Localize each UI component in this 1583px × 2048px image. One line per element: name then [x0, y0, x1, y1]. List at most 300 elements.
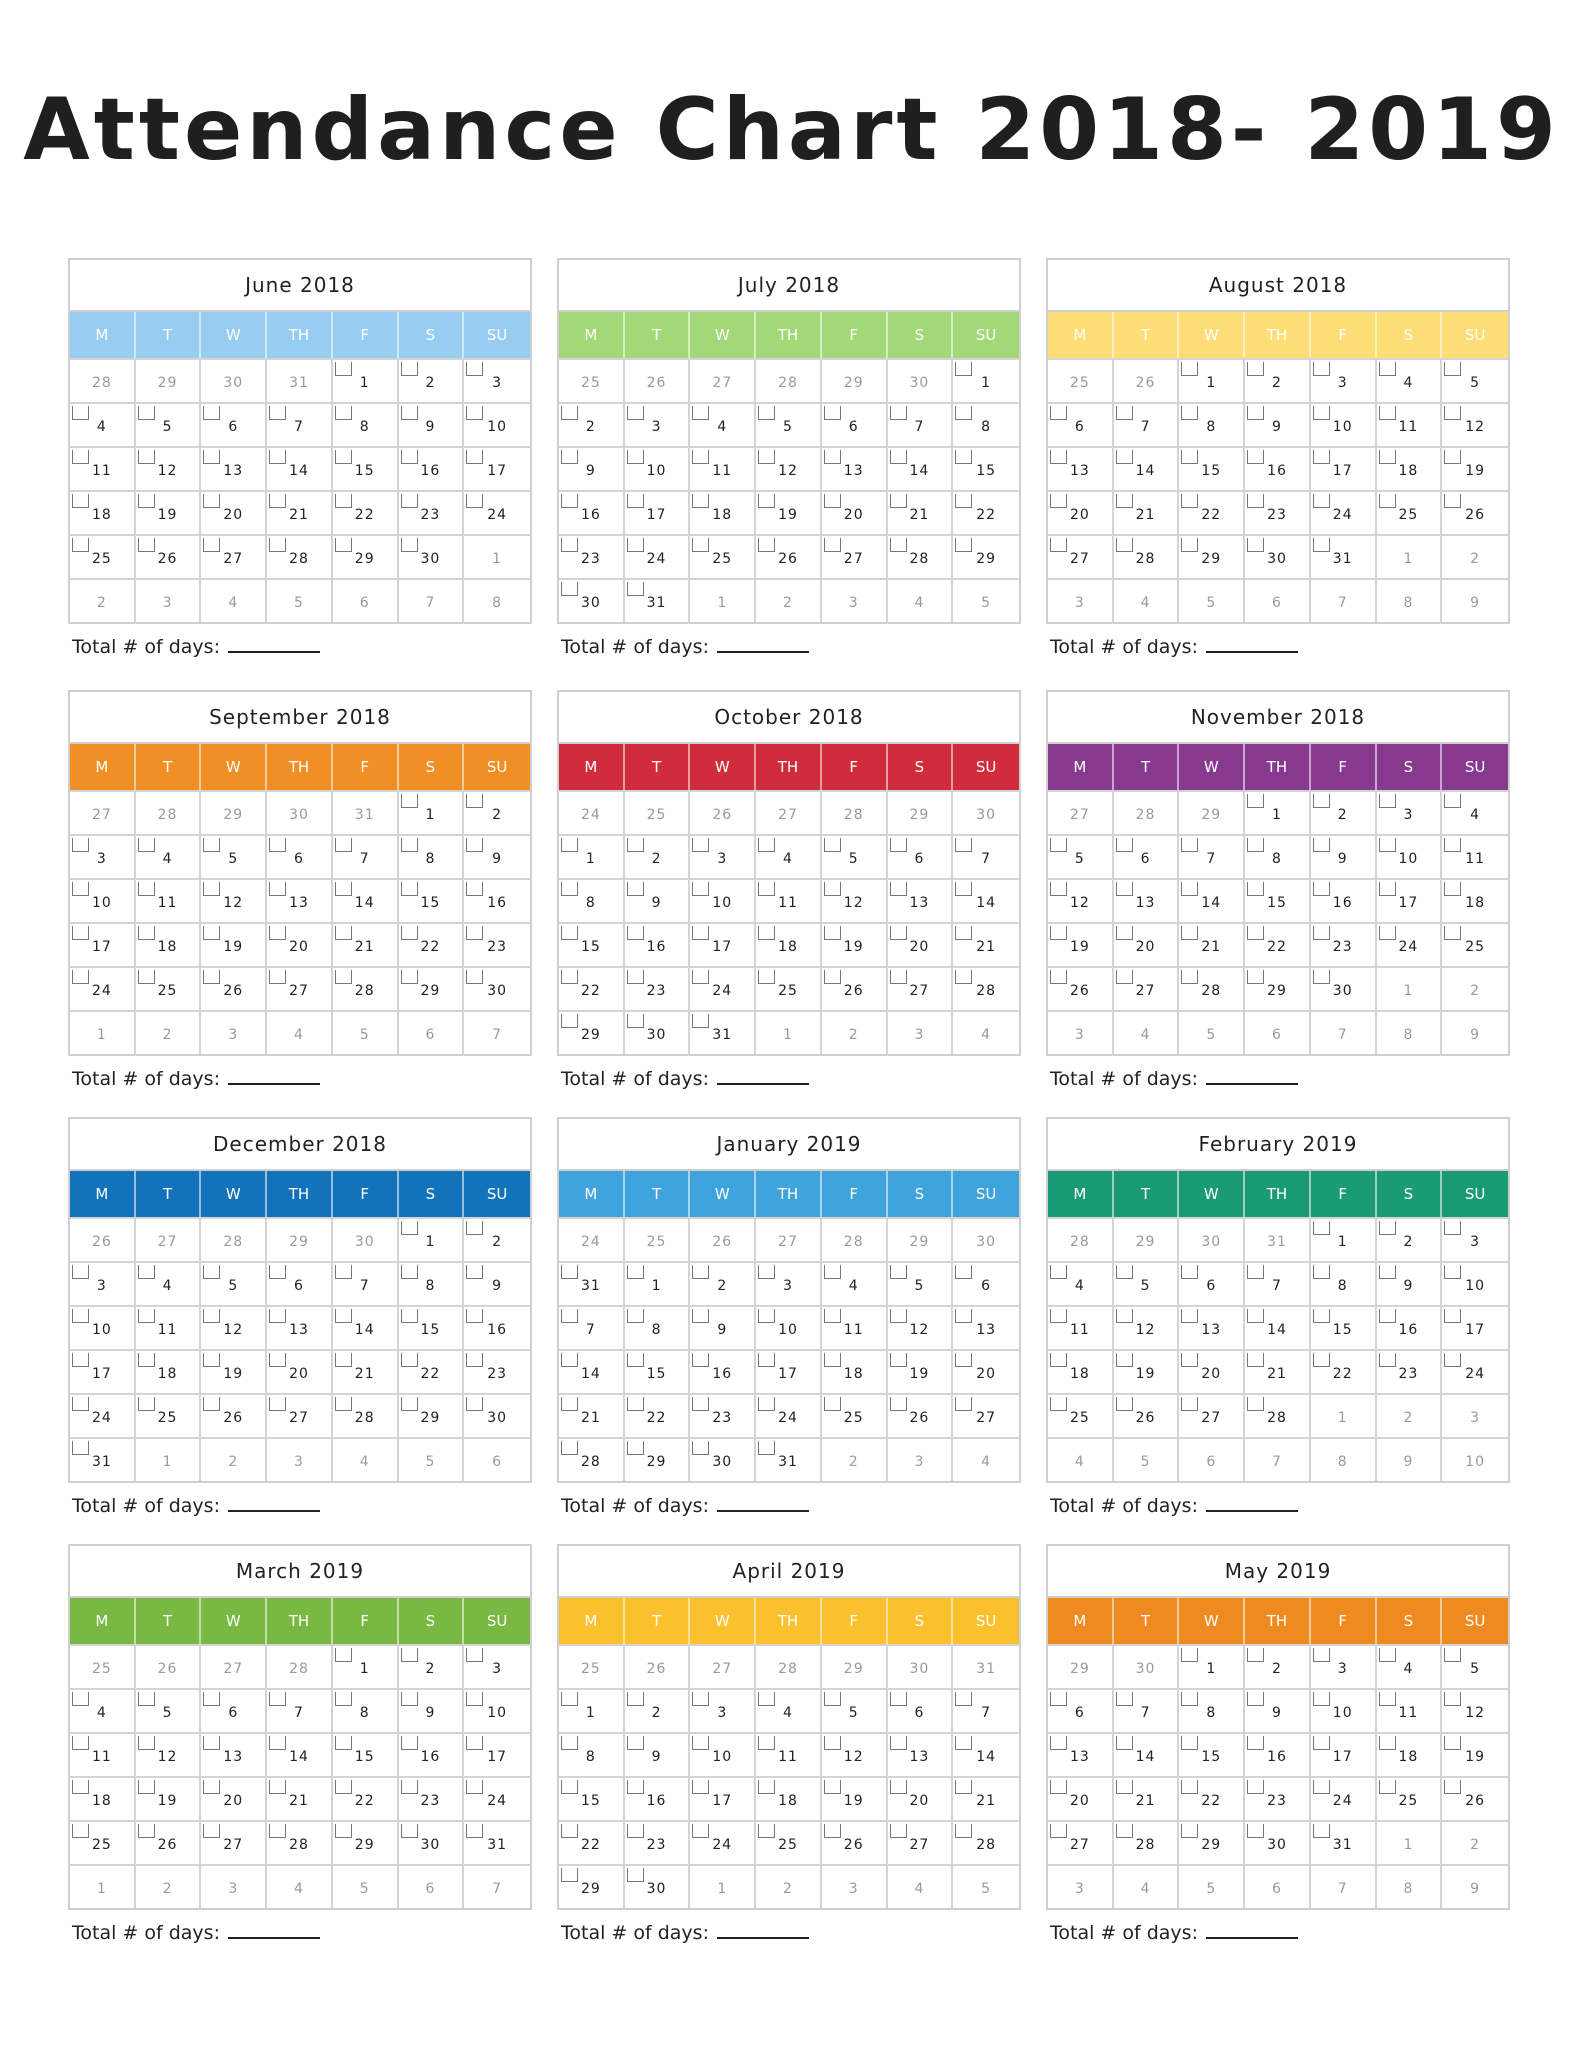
attendance-checkbox[interactable] — [955, 926, 972, 940]
attendance-checkbox[interactable] — [758, 1692, 775, 1706]
attendance-checkbox[interactable] — [269, 494, 286, 508]
day-cell[interactable] — [1311, 446, 1377, 490]
day-cell[interactable] — [333, 1261, 399, 1305]
day-cell[interactable] — [559, 966, 625, 1010]
day-cell[interactable] — [1245, 966, 1311, 1010]
day-cell[interactable] — [1245, 1305, 1311, 1349]
day-cell[interactable] — [70, 1732, 136, 1776]
day-cell[interactable] — [267, 1776, 333, 1820]
attendance-checkbox[interactable] — [692, 1397, 709, 1411]
day-cell[interactable] — [1048, 878, 1114, 922]
attendance-checkbox[interactable] — [1247, 838, 1264, 852]
day-cell[interactable] — [559, 1437, 625, 1481]
attendance-checkbox[interactable] — [401, 794, 418, 808]
day-cell[interactable] — [756, 1393, 822, 1437]
attendance-checkbox[interactable] — [203, 1353, 220, 1367]
day-cell[interactable] — [888, 1776, 954, 1820]
day-cell[interactable] — [1442, 922, 1508, 966]
attendance-checkbox[interactable] — [758, 1780, 775, 1794]
day-cell[interactable] — [559, 1305, 625, 1349]
day-cell[interactable] — [1311, 490, 1377, 534]
attendance-checkbox[interactable] — [466, 406, 483, 420]
attendance-checkbox[interactable] — [890, 1824, 907, 1838]
day-cell[interactable] — [201, 1349, 267, 1393]
day-cell[interactable] — [1311, 1217, 1377, 1261]
attendance-checkbox[interactable] — [758, 1824, 775, 1838]
attendance-checkbox[interactable] — [627, 1824, 644, 1838]
day-cell[interactable] — [690, 1776, 756, 1820]
attendance-checkbox[interactable] — [138, 926, 155, 940]
attendance-checkbox[interactable] — [138, 1736, 155, 1750]
day-cell[interactable] — [464, 446, 530, 490]
attendance-checkbox[interactable] — [1050, 970, 1067, 984]
attendance-checkbox[interactable] — [561, 926, 578, 940]
attendance-checkbox[interactable] — [1444, 494, 1461, 508]
attendance-checkbox[interactable] — [269, 1824, 286, 1838]
day-cell[interactable] — [625, 1261, 691, 1305]
day-cell[interactable] — [267, 534, 333, 578]
day-cell[interactable] — [201, 446, 267, 490]
attendance-checkbox[interactable] — [955, 1309, 972, 1323]
day-cell[interactable] — [756, 966, 822, 1010]
day-cell[interactable] — [1377, 1776, 1443, 1820]
attendance-checkbox[interactable] — [824, 1780, 841, 1794]
attendance-checkbox[interactable] — [627, 1868, 644, 1882]
attendance-checkbox[interactable] — [758, 926, 775, 940]
day-cell[interactable] — [201, 1393, 267, 1437]
attendance-checkbox[interactable] — [1444, 794, 1461, 808]
day-cell[interactable] — [822, 534, 888, 578]
attendance-checkbox[interactable] — [561, 1014, 578, 1028]
attendance-checkbox[interactable] — [138, 494, 155, 508]
day-cell[interactable] — [1311, 1349, 1377, 1393]
attendance-checkbox[interactable] — [692, 1736, 709, 1750]
attendance-checkbox[interactable] — [890, 970, 907, 984]
day-cell[interactable] — [1245, 878, 1311, 922]
attendance-checkbox[interactable] — [1247, 1692, 1264, 1706]
day-cell[interactable] — [1179, 1644, 1245, 1688]
day-cell[interactable] — [70, 1437, 136, 1481]
day-cell[interactable] — [1048, 1732, 1114, 1776]
total-days-blank[interactable] — [717, 650, 809, 653]
day-cell[interactable] — [464, 1732, 530, 1776]
attendance-checkbox[interactable] — [1116, 1692, 1133, 1706]
day-cell[interactable] — [333, 1305, 399, 1349]
attendance-checkbox[interactable] — [890, 1780, 907, 1794]
total-days-blank[interactable] — [1206, 650, 1298, 653]
attendance-checkbox[interactable] — [1247, 1648, 1264, 1662]
attendance-checkbox[interactable] — [955, 538, 972, 552]
day-cell[interactable] — [1114, 1261, 1180, 1305]
attendance-checkbox[interactable] — [269, 1780, 286, 1794]
attendance-checkbox[interactable] — [401, 494, 418, 508]
day-cell[interactable] — [690, 1732, 756, 1776]
day-cell[interactable] — [822, 1305, 888, 1349]
attendance-checkbox[interactable] — [1379, 1648, 1396, 1662]
attendance-checkbox[interactable] — [1247, 794, 1264, 808]
attendance-checkbox[interactable] — [1116, 494, 1133, 508]
attendance-checkbox[interactable] — [561, 1397, 578, 1411]
day-cell[interactable] — [625, 966, 691, 1010]
attendance-checkbox[interactable] — [824, 1309, 841, 1323]
attendance-checkbox[interactable] — [335, 882, 352, 896]
attendance-checkbox[interactable] — [890, 450, 907, 464]
attendance-checkbox[interactable] — [1379, 1780, 1396, 1794]
attendance-checkbox[interactable] — [1247, 450, 1264, 464]
total-days-blank[interactable] — [717, 1082, 809, 1085]
attendance-checkbox[interactable] — [561, 406, 578, 420]
attendance-checkbox[interactable] — [401, 450, 418, 464]
attendance-checkbox[interactable] — [1181, 1736, 1198, 1750]
attendance-checkbox[interactable] — [1313, 1824, 1330, 1838]
day-cell[interactable] — [1048, 402, 1114, 446]
day-cell[interactable] — [399, 446, 465, 490]
day-cell[interactable] — [70, 402, 136, 446]
attendance-checkbox[interactable] — [466, 1353, 483, 1367]
attendance-checkbox[interactable] — [824, 1265, 841, 1279]
day-cell[interactable] — [953, 1820, 1019, 1864]
day-cell[interactable] — [690, 922, 756, 966]
day-cell[interactable] — [1377, 834, 1443, 878]
attendance-checkbox[interactable] — [627, 1014, 644, 1028]
day-cell[interactable] — [1179, 1305, 1245, 1349]
day-cell[interactable] — [267, 834, 333, 878]
day-cell[interactable] — [399, 1217, 465, 1261]
attendance-checkbox[interactable] — [561, 1265, 578, 1279]
day-cell[interactable] — [201, 878, 267, 922]
day-cell[interactable] — [333, 1349, 399, 1393]
day-cell[interactable] — [1048, 922, 1114, 966]
day-cell[interactable] — [464, 1305, 530, 1349]
day-cell[interactable] — [136, 1688, 202, 1732]
day-cell[interactable] — [625, 402, 691, 446]
day-cell[interactable] — [1442, 446, 1508, 490]
attendance-checkbox[interactable] — [1181, 1780, 1198, 1794]
attendance-checkbox[interactable] — [758, 970, 775, 984]
day-cell[interactable] — [559, 1732, 625, 1776]
day-cell[interactable] — [1114, 1776, 1180, 1820]
day-cell[interactable] — [1245, 1644, 1311, 1688]
attendance-checkbox[interactable] — [955, 450, 972, 464]
day-cell[interactable] — [333, 358, 399, 402]
day-cell[interactable] — [625, 922, 691, 966]
attendance-checkbox[interactable] — [824, 926, 841, 940]
attendance-checkbox[interactable] — [1444, 838, 1461, 852]
attendance-checkbox[interactable] — [466, 1221, 483, 1235]
day-cell[interactable] — [559, 534, 625, 578]
attendance-checkbox[interactable] — [692, 406, 709, 420]
attendance-checkbox[interactable] — [1050, 1265, 1067, 1279]
day-cell[interactable] — [333, 490, 399, 534]
day-cell[interactable] — [1245, 1261, 1311, 1305]
attendance-checkbox[interactable] — [890, 538, 907, 552]
attendance-checkbox[interactable] — [335, 926, 352, 940]
attendance-checkbox[interactable] — [1181, 450, 1198, 464]
day-cell[interactable] — [690, 490, 756, 534]
day-cell[interactable] — [888, 1732, 954, 1776]
attendance-checkbox[interactable] — [466, 362, 483, 376]
day-cell[interactable] — [464, 490, 530, 534]
day-cell[interactable] — [1377, 790, 1443, 834]
day-cell[interactable] — [267, 402, 333, 446]
day-cell[interactable] — [690, 1437, 756, 1481]
total-days-blank[interactable] — [228, 1936, 320, 1939]
attendance-checkbox[interactable] — [1247, 362, 1264, 376]
attendance-checkbox[interactable] — [1444, 1692, 1461, 1706]
day-cell[interactable] — [1179, 834, 1245, 878]
attendance-checkbox[interactable] — [561, 970, 578, 984]
attendance-checkbox[interactable] — [335, 1824, 352, 1838]
attendance-checkbox[interactable] — [1247, 494, 1264, 508]
attendance-checkbox[interactable] — [466, 926, 483, 940]
day-cell[interactable] — [70, 834, 136, 878]
day-cell[interactable] — [1245, 922, 1311, 966]
attendance-checkbox[interactable] — [627, 582, 644, 596]
day-cell[interactable] — [464, 878, 530, 922]
day-cell[interactable] — [1442, 1217, 1508, 1261]
attendance-checkbox[interactable] — [1444, 1265, 1461, 1279]
day-cell[interactable] — [136, 402, 202, 446]
attendance-checkbox[interactable] — [138, 1265, 155, 1279]
attendance-checkbox[interactable] — [466, 794, 483, 808]
day-cell[interactable] — [1245, 1349, 1311, 1393]
attendance-checkbox[interactable] — [269, 970, 286, 984]
day-cell[interactable] — [822, 490, 888, 534]
attendance-checkbox[interactable] — [1247, 538, 1264, 552]
day-cell[interactable] — [1442, 1261, 1508, 1305]
day-cell[interactable] — [1245, 834, 1311, 878]
day-cell[interactable] — [464, 1349, 530, 1393]
attendance-checkbox[interactable] — [824, 882, 841, 896]
day-cell[interactable] — [399, 1820, 465, 1864]
day-cell[interactable] — [1114, 1349, 1180, 1393]
attendance-checkbox[interactable] — [1313, 1309, 1330, 1323]
attendance-checkbox[interactable] — [1444, 926, 1461, 940]
attendance-checkbox[interactable] — [335, 362, 352, 376]
day-cell[interactable] — [1377, 490, 1443, 534]
day-cell[interactable] — [953, 1688, 1019, 1732]
attendance-checkbox[interactable] — [269, 1692, 286, 1706]
day-cell[interactable] — [1179, 358, 1245, 402]
attendance-checkbox[interactable] — [1116, 1736, 1133, 1750]
day-cell[interactable] — [953, 834, 1019, 878]
day-cell[interactable] — [888, 402, 954, 446]
day-cell[interactable] — [1114, 1820, 1180, 1864]
attendance-checkbox[interactable] — [466, 1692, 483, 1706]
day-cell[interactable] — [1311, 1261, 1377, 1305]
attendance-checkbox[interactable] — [335, 494, 352, 508]
attendance-checkbox[interactable] — [203, 450, 220, 464]
attendance-checkbox[interactable] — [955, 1736, 972, 1750]
day-cell[interactable] — [953, 1776, 1019, 1820]
attendance-checkbox[interactable] — [269, 450, 286, 464]
attendance-checkbox[interactable] — [1247, 1353, 1264, 1367]
day-cell[interactable] — [399, 1644, 465, 1688]
attendance-checkbox[interactable] — [1050, 1736, 1067, 1750]
attendance-checkbox[interactable] — [335, 1780, 352, 1794]
attendance-checkbox[interactable] — [72, 838, 89, 852]
day-cell[interactable] — [888, 446, 954, 490]
attendance-checkbox[interactable] — [203, 1780, 220, 1794]
attendance-checkbox[interactable] — [466, 838, 483, 852]
day-cell[interactable] — [1048, 1349, 1114, 1393]
attendance-checkbox[interactable] — [890, 838, 907, 852]
attendance-checkbox[interactable] — [72, 494, 89, 508]
attendance-checkbox[interactable] — [335, 1736, 352, 1750]
day-cell[interactable] — [1245, 490, 1311, 534]
day-cell[interactable] — [399, 402, 465, 446]
day-cell[interactable] — [399, 1776, 465, 1820]
attendance-checkbox[interactable] — [1050, 926, 1067, 940]
attendance-checkbox[interactable] — [627, 838, 644, 852]
attendance-checkbox[interactable] — [955, 1692, 972, 1706]
attendance-checkbox[interactable] — [1116, 1397, 1133, 1411]
day-cell[interactable] — [1048, 966, 1114, 1010]
day-cell[interactable] — [1179, 490, 1245, 534]
day-cell[interactable] — [756, 446, 822, 490]
day-cell[interactable] — [1179, 534, 1245, 578]
day-cell[interactable] — [1311, 1820, 1377, 1864]
day-cell[interactable] — [756, 1437, 822, 1481]
attendance-checkbox[interactable] — [692, 1824, 709, 1838]
attendance-checkbox[interactable] — [692, 1309, 709, 1323]
day-cell[interactable] — [70, 1393, 136, 1437]
day-cell[interactable] — [888, 834, 954, 878]
day-cell[interactable] — [1048, 446, 1114, 490]
attendance-checkbox[interactable] — [269, 1353, 286, 1367]
attendance-checkbox[interactable] — [203, 538, 220, 552]
attendance-checkbox[interactable] — [890, 1692, 907, 1706]
attendance-checkbox[interactable] — [1379, 494, 1396, 508]
day-cell[interactable] — [888, 490, 954, 534]
day-cell[interactable] — [888, 1305, 954, 1349]
attendance-checkbox[interactable] — [138, 406, 155, 420]
day-cell[interactable] — [267, 1688, 333, 1732]
day-cell[interactable] — [559, 1349, 625, 1393]
day-cell[interactable] — [1311, 922, 1377, 966]
day-cell[interactable] — [953, 358, 1019, 402]
day-cell[interactable] — [1442, 1305, 1508, 1349]
attendance-checkbox[interactable] — [203, 1265, 220, 1279]
attendance-checkbox[interactable] — [561, 1868, 578, 1882]
day-cell[interactable] — [1311, 534, 1377, 578]
attendance-checkbox[interactable] — [561, 1692, 578, 1706]
day-cell[interactable] — [333, 1393, 399, 1437]
attendance-checkbox[interactable] — [1181, 1692, 1198, 1706]
day-cell[interactable] — [888, 1349, 954, 1393]
day-cell[interactable] — [136, 1393, 202, 1437]
attendance-checkbox[interactable] — [401, 1692, 418, 1706]
attendance-checkbox[interactable] — [627, 1397, 644, 1411]
attendance-checkbox[interactable] — [1181, 1353, 1198, 1367]
attendance-checkbox[interactable] — [72, 926, 89, 940]
day-cell[interactable] — [399, 358, 465, 402]
attendance-checkbox[interactable] — [627, 1441, 644, 1455]
attendance-checkbox[interactable] — [1247, 1309, 1264, 1323]
day-cell[interactable] — [690, 1393, 756, 1437]
day-cell[interactable] — [136, 490, 202, 534]
attendance-checkbox[interactable] — [1247, 406, 1264, 420]
day-cell[interactable] — [136, 1349, 202, 1393]
day-cell[interactable] — [888, 1261, 954, 1305]
attendance-checkbox[interactable] — [1050, 882, 1067, 896]
attendance-checkbox[interactable] — [1050, 406, 1067, 420]
total-days-blank[interactable] — [1206, 1509, 1298, 1512]
day-cell[interactable] — [399, 1261, 465, 1305]
day-cell[interactable] — [559, 490, 625, 534]
day-cell[interactable] — [267, 878, 333, 922]
day-cell[interactable] — [1311, 1732, 1377, 1776]
attendance-checkbox[interactable] — [72, 1824, 89, 1838]
day-cell[interactable] — [464, 834, 530, 878]
attendance-checkbox[interactable] — [1116, 970, 1133, 984]
attendance-checkbox[interactable] — [627, 1353, 644, 1367]
attendance-checkbox[interactable] — [1116, 926, 1133, 940]
attendance-checkbox[interactable] — [955, 406, 972, 420]
attendance-checkbox[interactable] — [401, 1824, 418, 1838]
attendance-checkbox[interactable] — [692, 1014, 709, 1028]
day-cell[interactable] — [953, 922, 1019, 966]
day-cell[interactable] — [1377, 1217, 1443, 1261]
attendance-checkbox[interactable] — [138, 970, 155, 984]
day-cell[interactable] — [136, 534, 202, 578]
day-cell[interactable] — [1245, 1820, 1311, 1864]
day-cell[interactable] — [399, 1732, 465, 1776]
day-cell[interactable] — [464, 358, 530, 402]
attendance-checkbox[interactable] — [1247, 1780, 1264, 1794]
attendance-checkbox[interactable] — [203, 1736, 220, 1750]
attendance-checkbox[interactable] — [627, 882, 644, 896]
day-cell[interactable] — [690, 1305, 756, 1349]
day-cell[interactable] — [1048, 534, 1114, 578]
attendance-checkbox[interactable] — [1313, 1692, 1330, 1706]
day-cell[interactable] — [1114, 1732, 1180, 1776]
day-cell[interactable] — [822, 834, 888, 878]
attendance-checkbox[interactable] — [269, 1309, 286, 1323]
attendance-checkbox[interactable] — [466, 970, 483, 984]
day-cell[interactable] — [1114, 402, 1180, 446]
day-cell[interactable] — [136, 834, 202, 878]
attendance-checkbox[interactable] — [890, 1736, 907, 1750]
day-cell[interactable] — [1442, 834, 1508, 878]
day-cell[interactable] — [625, 1305, 691, 1349]
attendance-checkbox[interactable] — [335, 1397, 352, 1411]
attendance-checkbox[interactable] — [627, 538, 644, 552]
day-cell[interactable] — [267, 1349, 333, 1393]
attendance-checkbox[interactable] — [1313, 838, 1330, 852]
day-cell[interactable] — [625, 1349, 691, 1393]
day-cell[interactable] — [333, 922, 399, 966]
day-cell[interactable] — [1442, 1776, 1508, 1820]
day-cell[interactable] — [756, 1261, 822, 1305]
day-cell[interactable] — [1377, 446, 1443, 490]
day-cell[interactable] — [888, 1820, 954, 1864]
day-cell[interactable] — [1377, 1732, 1443, 1776]
attendance-checkbox[interactable] — [1313, 1736, 1330, 1750]
day-cell[interactable] — [464, 1217, 530, 1261]
day-cell[interactable] — [625, 578, 691, 622]
attendance-checkbox[interactable] — [1181, 406, 1198, 420]
attendance-checkbox[interactable] — [72, 450, 89, 464]
day-cell[interactable] — [822, 1261, 888, 1305]
attendance-checkbox[interactable] — [955, 362, 972, 376]
day-cell[interactable] — [1442, 1644, 1508, 1688]
day-cell[interactable] — [1311, 1776, 1377, 1820]
day-cell[interactable] — [1245, 402, 1311, 446]
attendance-checkbox[interactable] — [1313, 362, 1330, 376]
attendance-checkbox[interactable] — [955, 1780, 972, 1794]
day-cell[interactable] — [333, 966, 399, 1010]
